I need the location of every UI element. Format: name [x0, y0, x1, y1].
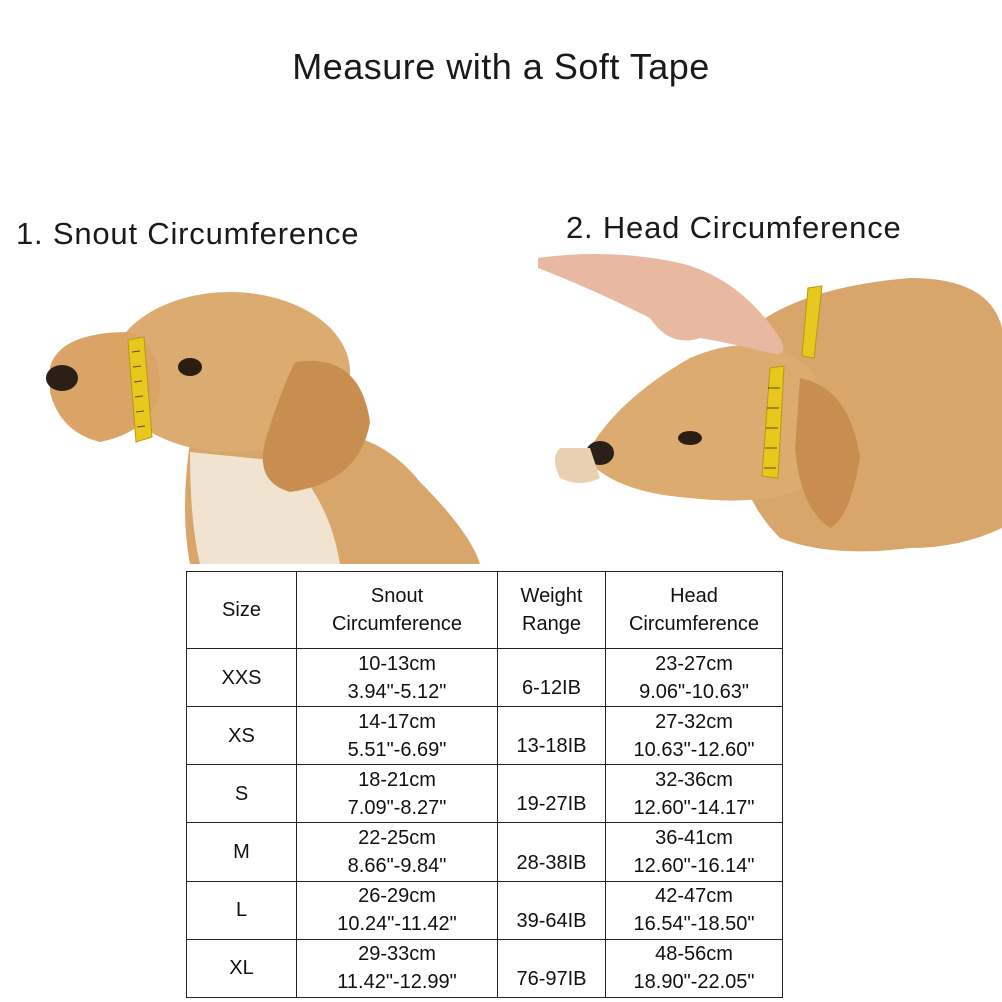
- table-row: [187, 765, 783, 823]
- head-section-label: 2. Head Circumference: [566, 210, 902, 245]
- size-cell: XXS: [187, 649, 297, 707]
- head-cell: 23-27cm 9.06"-10.63": [606, 649, 783, 707]
- size-cell: S: [187, 765, 297, 823]
- snout-cell: 22-25cm 8.66"-9.84": [297, 823, 498, 881]
- head-cell: 48-56cm 18.90"-22.05": [606, 939, 783, 997]
- snout-cell: 14-17cm 5.51"-6.69": [297, 707, 498, 765]
- size-header: Size: [187, 572, 297, 649]
- weight-cell: 13-18IB: [498, 707, 606, 765]
- dog-head-measure-photo: [530, 248, 1002, 564]
- table-row: [187, 881, 783, 939]
- head-cell: 27-32cm 10.63"-12.60": [606, 707, 783, 765]
- snout-header: Snout Circumference: [297, 572, 498, 649]
- weight-cell: 6-12IB: [498, 649, 606, 707]
- weight-cell: 39-64IB: [498, 881, 606, 939]
- table-row: [187, 939, 783, 997]
- snout-cell: 18-21cm 7.09"-8.27": [297, 765, 498, 823]
- dog-snout-measure-photo: [40, 282, 500, 564]
- head-cell: 42-47cm 16.54"-18.50": [606, 881, 783, 939]
- snout-cell: 26-29cm 10.24"-11.42": [297, 881, 498, 939]
- size-cell: L: [187, 881, 297, 939]
- size-cell: XL: [187, 939, 297, 997]
- size-chart-table: [186, 571, 783, 998]
- weight-header: Weight Range: [498, 572, 606, 649]
- page-title: Measure with a Soft Tape: [292, 46, 710, 87]
- weight-cell: 76-97IB: [498, 939, 606, 997]
- table-row: [187, 649, 783, 707]
- head-cell: 36-41cm 12.60"-16.14": [606, 823, 783, 881]
- size-cell: XS: [187, 707, 297, 765]
- table-row: [187, 707, 783, 765]
- snout-cell: 10-13cm 3.94"-5.12": [297, 649, 498, 707]
- table-row: [187, 823, 783, 881]
- table-header-row: [187, 572, 783, 649]
- weight-cell: 28-38IB: [498, 823, 606, 881]
- weight-cell: 19-27IB: [498, 765, 606, 823]
- head-header: Head Circumference: [606, 572, 783, 649]
- snout-section-label: 1. Snout Circumference: [16, 216, 360, 251]
- size-cell: M: [187, 823, 297, 881]
- snout-cell: 29-33cm 11.42"-12.99": [297, 939, 498, 997]
- head-cell: 32-36cm 12.60"-14.17": [606, 765, 783, 823]
